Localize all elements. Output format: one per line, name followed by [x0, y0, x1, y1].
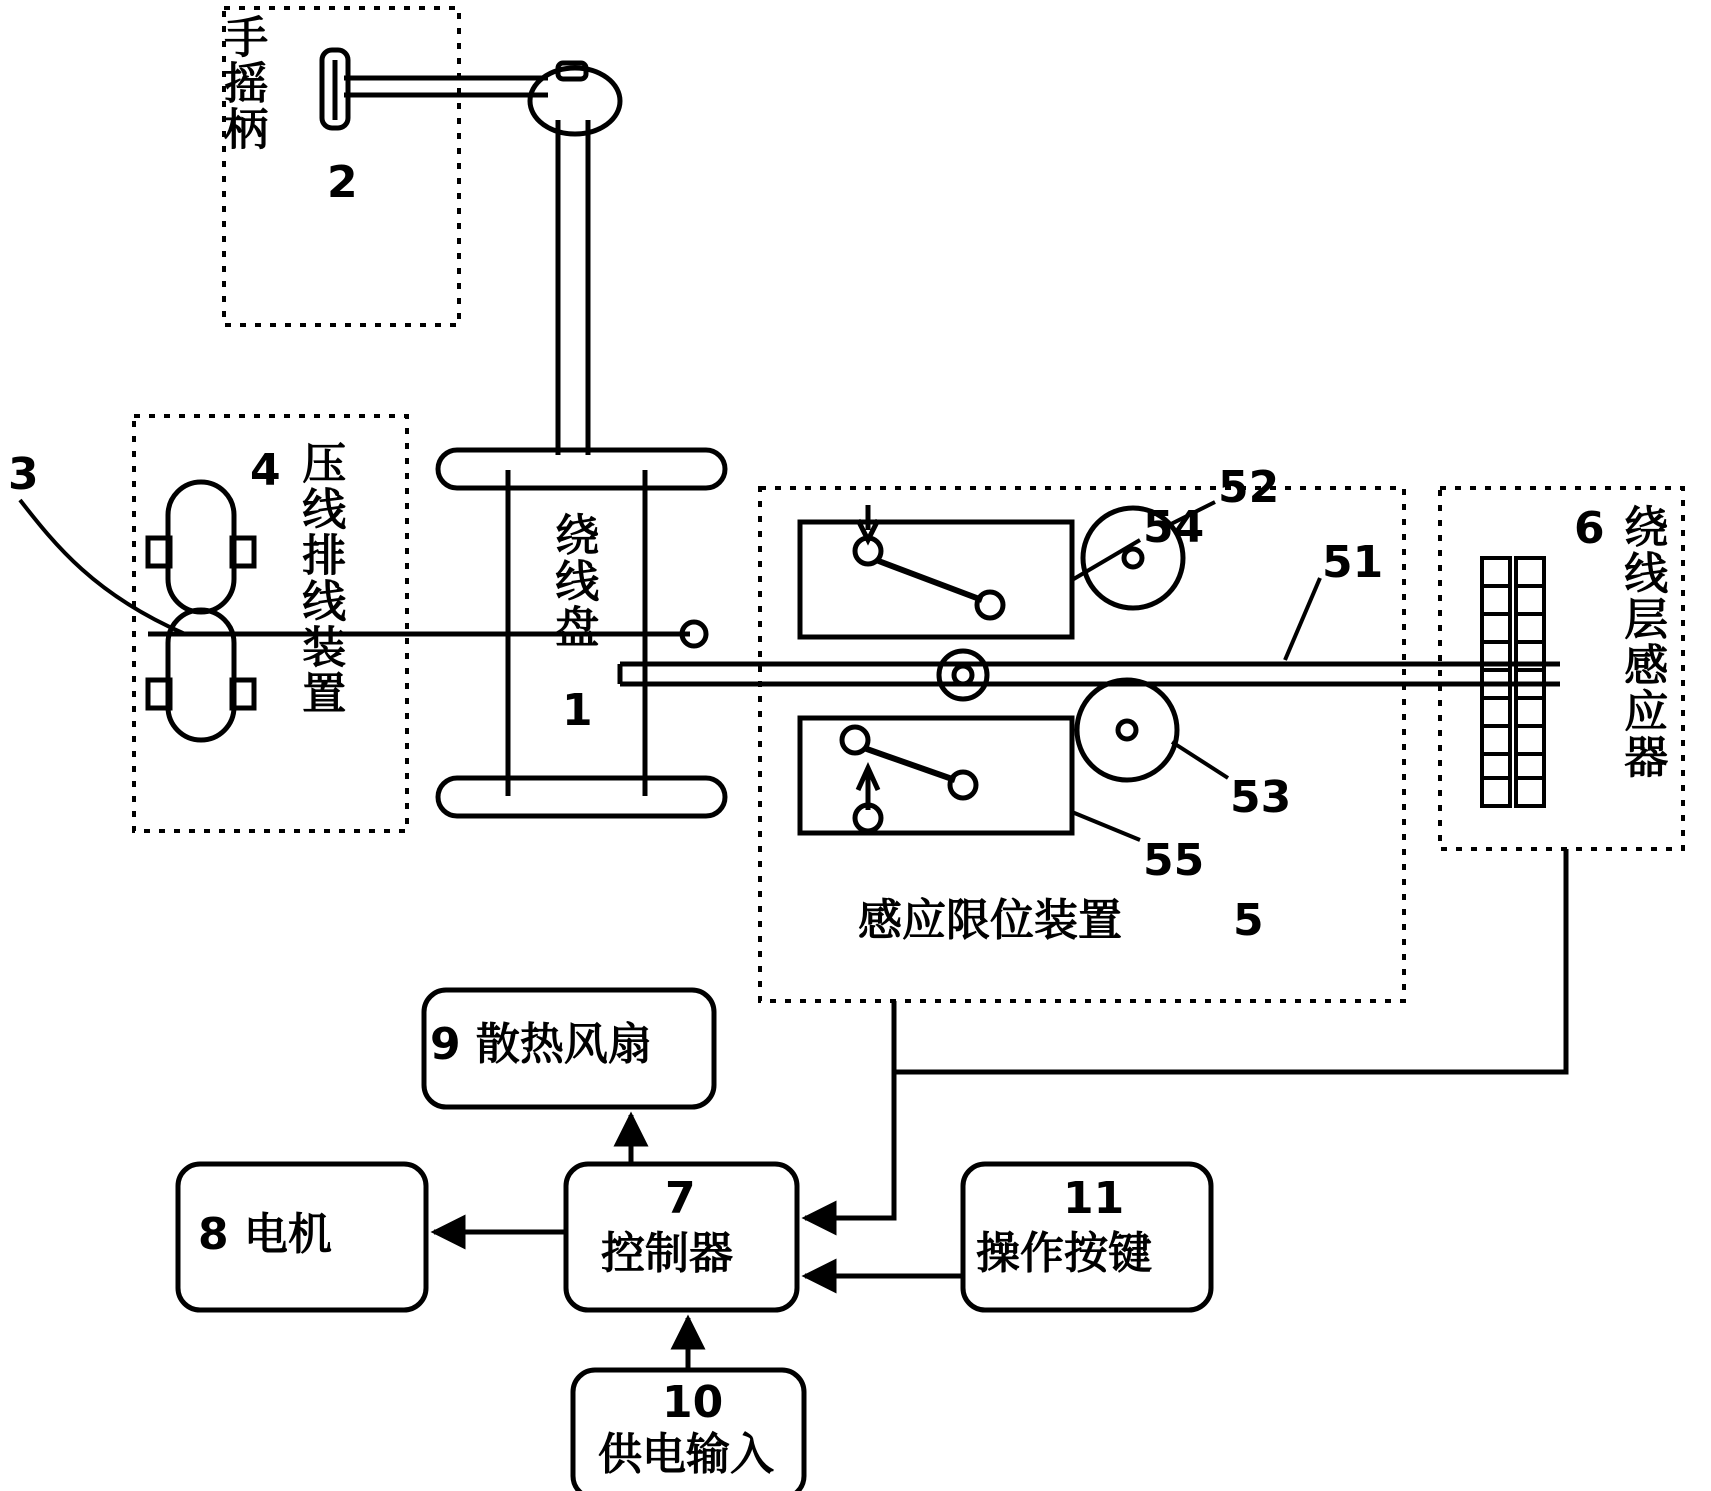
label-spool: 绕线盘 — [547, 512, 599, 650]
leader-55 — [1072, 812, 1140, 840]
label-motor: 8 电机 — [198, 1209, 332, 1260]
label-keys-num: 11 — [1063, 1173, 1125, 1224]
limit-switch-lower — [800, 718, 1072, 833]
hand-crank-shape — [322, 50, 620, 455]
label-part-51: 51 — [1322, 537, 1384, 588]
label-layer-sensor: 绕线层感应器 — [1616, 504, 1668, 780]
label-wire-press-num: 4 — [250, 445, 281, 496]
label-controller-num: 7 — [665, 1173, 696, 1224]
label-power-num: 10 — [662, 1377, 724, 1428]
label-limit-device-num: 5 — [1233, 895, 1264, 946]
label-controller: 控制器 — [601, 1228, 733, 1279]
label-layer-sensor-num: 6 — [1574, 503, 1605, 554]
label-fan: 9 散热风扇 — [430, 1019, 652, 1070]
leader-51 — [1285, 578, 1320, 660]
label-wire-num: 3 — [8, 449, 39, 500]
link-limit-controller — [805, 1001, 894, 1218]
label-hand-crank-num: 2 — [327, 157, 358, 208]
label-power: 供电输入 — [598, 1429, 774, 1480]
guide-bar-51 — [620, 651, 1560, 699]
label-spool-num: 1 — [562, 685, 593, 736]
label-keys: 操作按键 — [976, 1228, 1152, 1279]
label-hand-crank: 手摇柄 — [216, 14, 268, 152]
label-part-52: 52 — [1218, 462, 1280, 513]
limit-switch-upper — [800, 505, 1072, 637]
label-limit-device: 感应限位装置 — [858, 895, 1122, 946]
link-layer-sensor-controller — [894, 849, 1566, 1072]
label-part-53: 53 — [1230, 772, 1292, 823]
label-part-54: 54 — [1143, 502, 1205, 553]
pulley-53 — [1077, 680, 1177, 780]
leader-53 — [1172, 742, 1228, 778]
wire-press-rollers — [148, 482, 254, 740]
label-wire-press: 压线排线装置 — [294, 440, 346, 716]
label-part-55: 55 — [1143, 835, 1205, 886]
